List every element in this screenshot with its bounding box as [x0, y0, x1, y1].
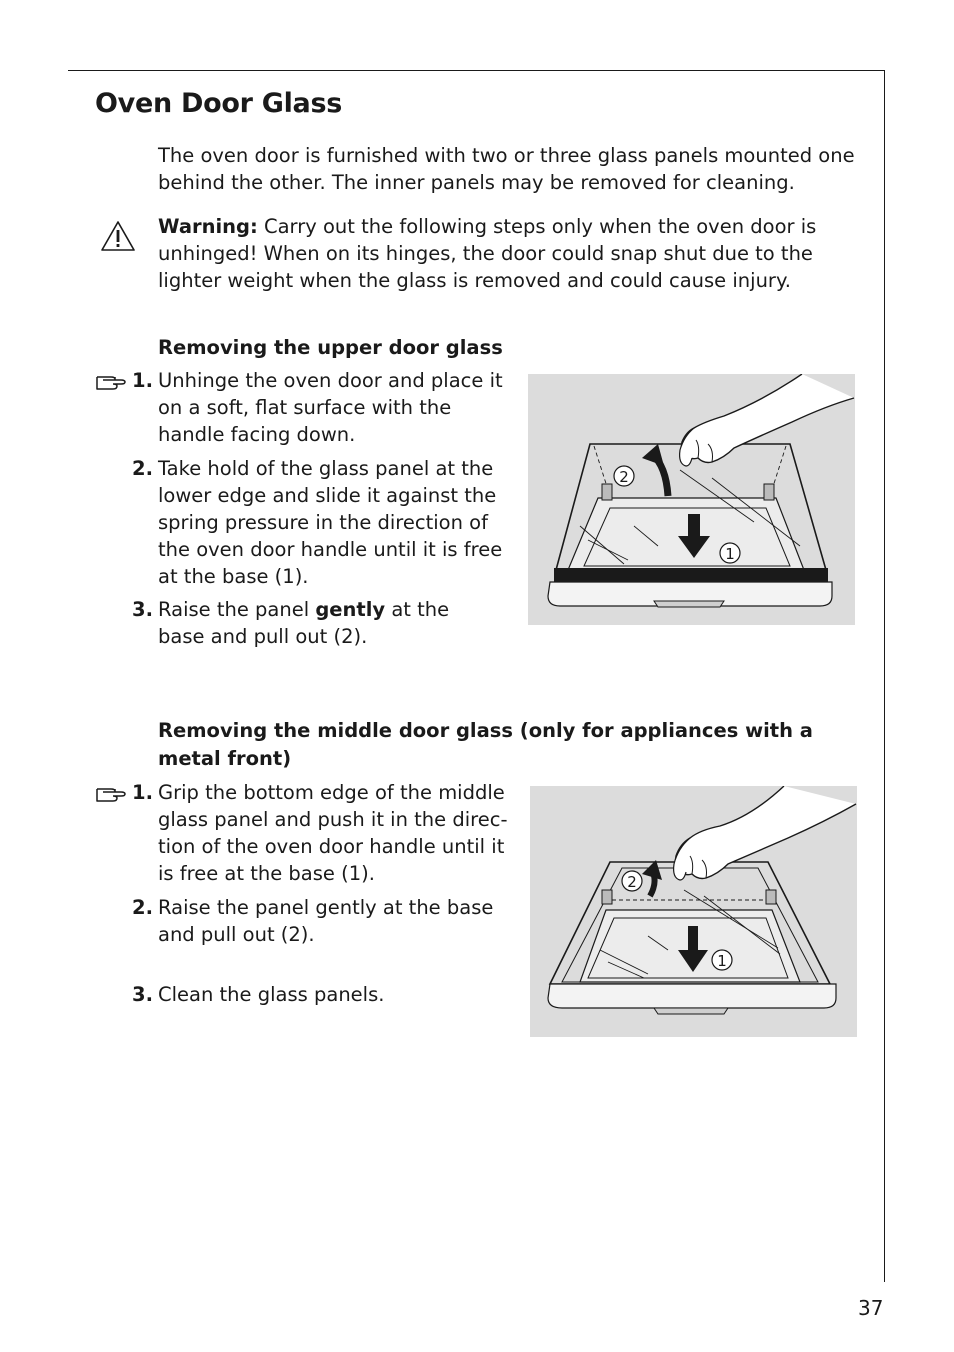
top-rule — [68, 70, 885, 71]
step-text: Unhinge the oven door and place it on a soft, flat surface with the handle facing down. — [158, 369, 503, 446]
step-number: 2. — [132, 457, 153, 480]
callout-1: 1 — [725, 545, 735, 563]
middle-step-3 — [132, 981, 514, 1009]
step-text: Clean the glass panels. — [158, 983, 385, 1006]
pointing-hand-icon — [95, 372, 129, 392]
middle-glass-heading: Removing the middle door glass (only for appliances with a metal front) — [158, 719, 813, 770]
step-text-part: Raise the panel — [158, 598, 316, 621]
page-title: Oven Door Glass — [95, 88, 342, 119]
step-number: 2. — [132, 896, 153, 919]
upper-glass-illustration — [528, 374, 855, 625]
warning-text: Carry out the following steps only when the oven door is unhinged! When on its hinges, the door could snap shut due to the lighter weight when the glass is removed and could cause injury. — [158, 215, 817, 292]
step-text: Grip the bottom edge of the middle glass panel and push it in the direc-tion of the oven door handle until it is free at the base (1). — [158, 781, 508, 885]
callout-1: 1 — [717, 952, 727, 970]
upper-step-1 — [132, 367, 512, 451]
upper-step-2 — [132, 455, 512, 595]
step-number: 3. — [132, 983, 153, 1006]
step-number: 1. — [132, 781, 153, 804]
step-text: Raise the panel gently at the base and pull out (2). — [158, 896, 494, 946]
step-text-part: at the base and pull out (2). — [158, 598, 450, 648]
right-margin-rule — [884, 70, 885, 1282]
callout-2: 2 — [619, 468, 629, 486]
pointing-hand-icon — [95, 784, 129, 804]
middle-glass-illustration — [530, 786, 857, 1037]
upper-glass-heading: Removing the upper door glass — [158, 336, 503, 359]
step-text — [158, 596, 498, 650]
page-number: 37 — [858, 1296, 884, 1320]
step-text: Take hold of the glass panel at the lower edge and slide it against the spring pressure in the direction of the oven door handle until it is free at the base (1). — [158, 457, 503, 588]
step-number: 3. — [132, 598, 153, 621]
warning-triangle-icon — [100, 220, 136, 252]
step-number: 1. — [132, 369, 153, 392]
middle-step-1 — [132, 779, 514, 891]
middle-step-2 — [132, 894, 514, 950]
step-text-emphasis: gently — [315, 598, 386, 621]
upper-step-3 — [132, 596, 512, 652]
warning-paragraph — [158, 213, 848, 294]
warning-label: Warning: — [158, 215, 258, 238]
intro-paragraph: The oven door is furnished with two or three glass panels mounted one behind the other. The inner panels may be removed for cleaning. — [158, 144, 855, 194]
callout-2: 2 — [627, 873, 637, 891]
